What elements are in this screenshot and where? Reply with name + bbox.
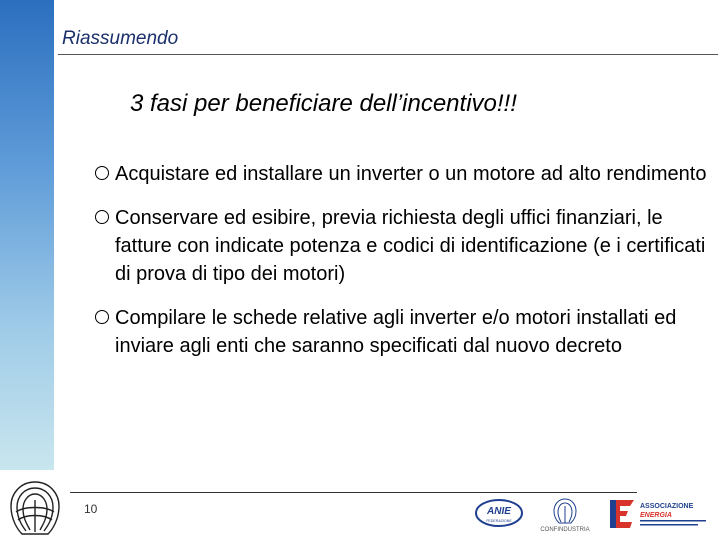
bullet-text: Acquistare ed installare un inverter o un motore ad alto rendimento [115,163,707,185]
svg-text:ANIE: ANIE [487,506,511,517]
svg-text:ASSOCIAZIONE: ASSOCIAZIONE [640,503,694,510]
bullet-text: Conservare ed esibire, previa richiesta degli uffici finanziari, le fatture con indicate potenza e codici di identificazione (e i certificati di prova di tipo dei motori) [115,207,706,285]
bullet-list [95,160,710,376]
bullet-item [95,304,710,360]
footer-divider [70,492,637,493]
anie-logo-icon [474,498,524,528]
confindustria-emblem-icon [6,476,64,536]
svg-text:FEDERAZIONE: FEDERAZIONE [486,519,512,523]
bullet-text: Compilare le schede relative agli inverter e/o motori installati ed inviare agli enti che saranno specificati dal nuovo decreto [115,307,677,357]
bullet-item [95,160,710,188]
bullet-item [95,204,710,288]
svg-text:CONFINDUSTRIA: CONFINDUSTRIA [540,527,590,533]
circle-bullet-icon [95,210,109,224]
circle-bullet-icon [95,310,109,324]
svg-text:ENERGIA: ENERGIA [640,512,672,519]
slide-title: 3 fasi per beneficiare dell’incentivo!!! [130,90,517,117]
confindustria-logo-icon [536,496,594,534]
section-title: Riassumendo [62,28,179,49]
page-number: 10 [84,502,98,516]
sidebar-gradient [0,0,54,470]
associazione-energia-logo-icon [608,496,714,532]
header-divider [58,54,718,55]
circle-bullet-icon [95,166,109,180]
